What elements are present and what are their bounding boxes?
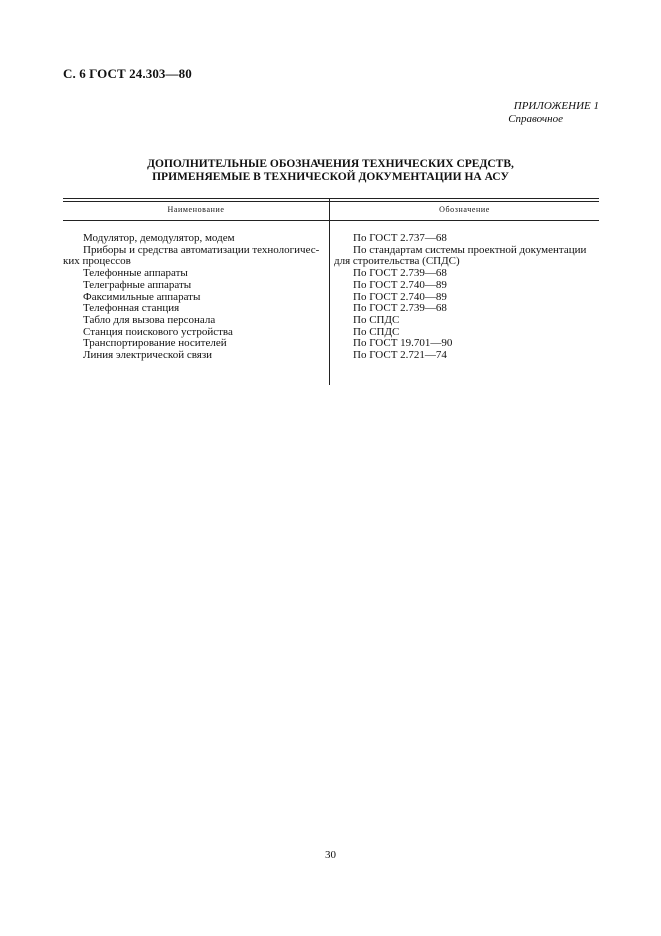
table-top-rule xyxy=(63,198,599,199)
title-line-1: ДОПОЛНИТЕЛЬНЫЕ ОБОЗНАЧЕНИЯ ТЕХНИЧЕСКИХ СРЕДСТВ, xyxy=(147,158,514,170)
row-name-text: Факсимильные аппараты xyxy=(83,290,201,303)
row-designation-text: По ГОСТ 2.740—89 xyxy=(353,278,447,291)
row-name-text: Табло для вызова персонала xyxy=(83,313,216,326)
table-body xyxy=(63,233,599,362)
row-designation-text: По СПДС xyxy=(353,313,400,326)
page-number: 30 xyxy=(325,849,336,861)
document-title xyxy=(0,158,661,184)
row-designation-text: По ГОСТ 2.737—68 xyxy=(353,232,447,244)
row-name-text: Линия электрической связи xyxy=(83,349,213,362)
row-name-text: Телеграфные аппараты xyxy=(83,278,192,291)
table-header-rule xyxy=(63,220,599,221)
row-name-text: Модулятор, демодулятор, модем xyxy=(83,232,235,244)
column-header-designation: Обозначение xyxy=(439,205,490,214)
row-name-text: Станция поискового устройства xyxy=(83,325,233,338)
row-name-text: Телефонные аппараты xyxy=(83,267,188,280)
appendix-label: ПРИЛОЖЕНИЕ 1 xyxy=(513,100,599,112)
row-designation xyxy=(334,350,599,362)
table-row xyxy=(63,245,599,268)
row-name-text: Транспортирование носителей xyxy=(83,337,227,350)
row-name-text: Телефонная станция xyxy=(83,302,180,315)
row-designation-text: По стандартам системы проектной документации xyxy=(353,243,587,256)
row-designation xyxy=(334,315,599,327)
column-header-name: Наименование xyxy=(167,205,225,214)
row-name-continuation: ких процессов xyxy=(63,255,131,268)
row-name xyxy=(63,350,342,362)
row-designation-text: По ГОСТ 19.701—90 xyxy=(353,337,453,350)
row-designation-text: По ГОСТ 2.739—68 xyxy=(353,267,447,280)
table-top-rule-double xyxy=(63,201,599,202)
title-line-2: ПРИМЕНЯЕМЫЕ В ТЕХНИЧЕСКОЙ ДОКУМЕНТАЦИИ НА АСУ xyxy=(152,171,509,183)
row-name xyxy=(63,245,342,268)
row-designation-text: По ГОСТ 2.740—89 xyxy=(353,290,447,303)
row-name-text: Приборы и средства автоматизации технологичес- xyxy=(83,243,320,256)
appendix-block xyxy=(508,100,599,126)
row-designation-continuation: для строительства (СПДС) xyxy=(334,255,460,268)
row-designation-text: По СПДС xyxy=(353,325,400,338)
table-row xyxy=(63,350,599,362)
appendix-type: Справочное xyxy=(508,113,563,125)
row-designation-text: По ГОСТ 2.739—68 xyxy=(353,302,447,315)
page-header-reference: С. 6 ГОСТ 24.303—80 xyxy=(63,66,192,81)
row-designation-text: По ГОСТ 2.721—74 xyxy=(353,349,447,362)
row-designation xyxy=(334,245,599,268)
row-designation xyxy=(334,280,599,292)
row-designation xyxy=(334,233,599,245)
